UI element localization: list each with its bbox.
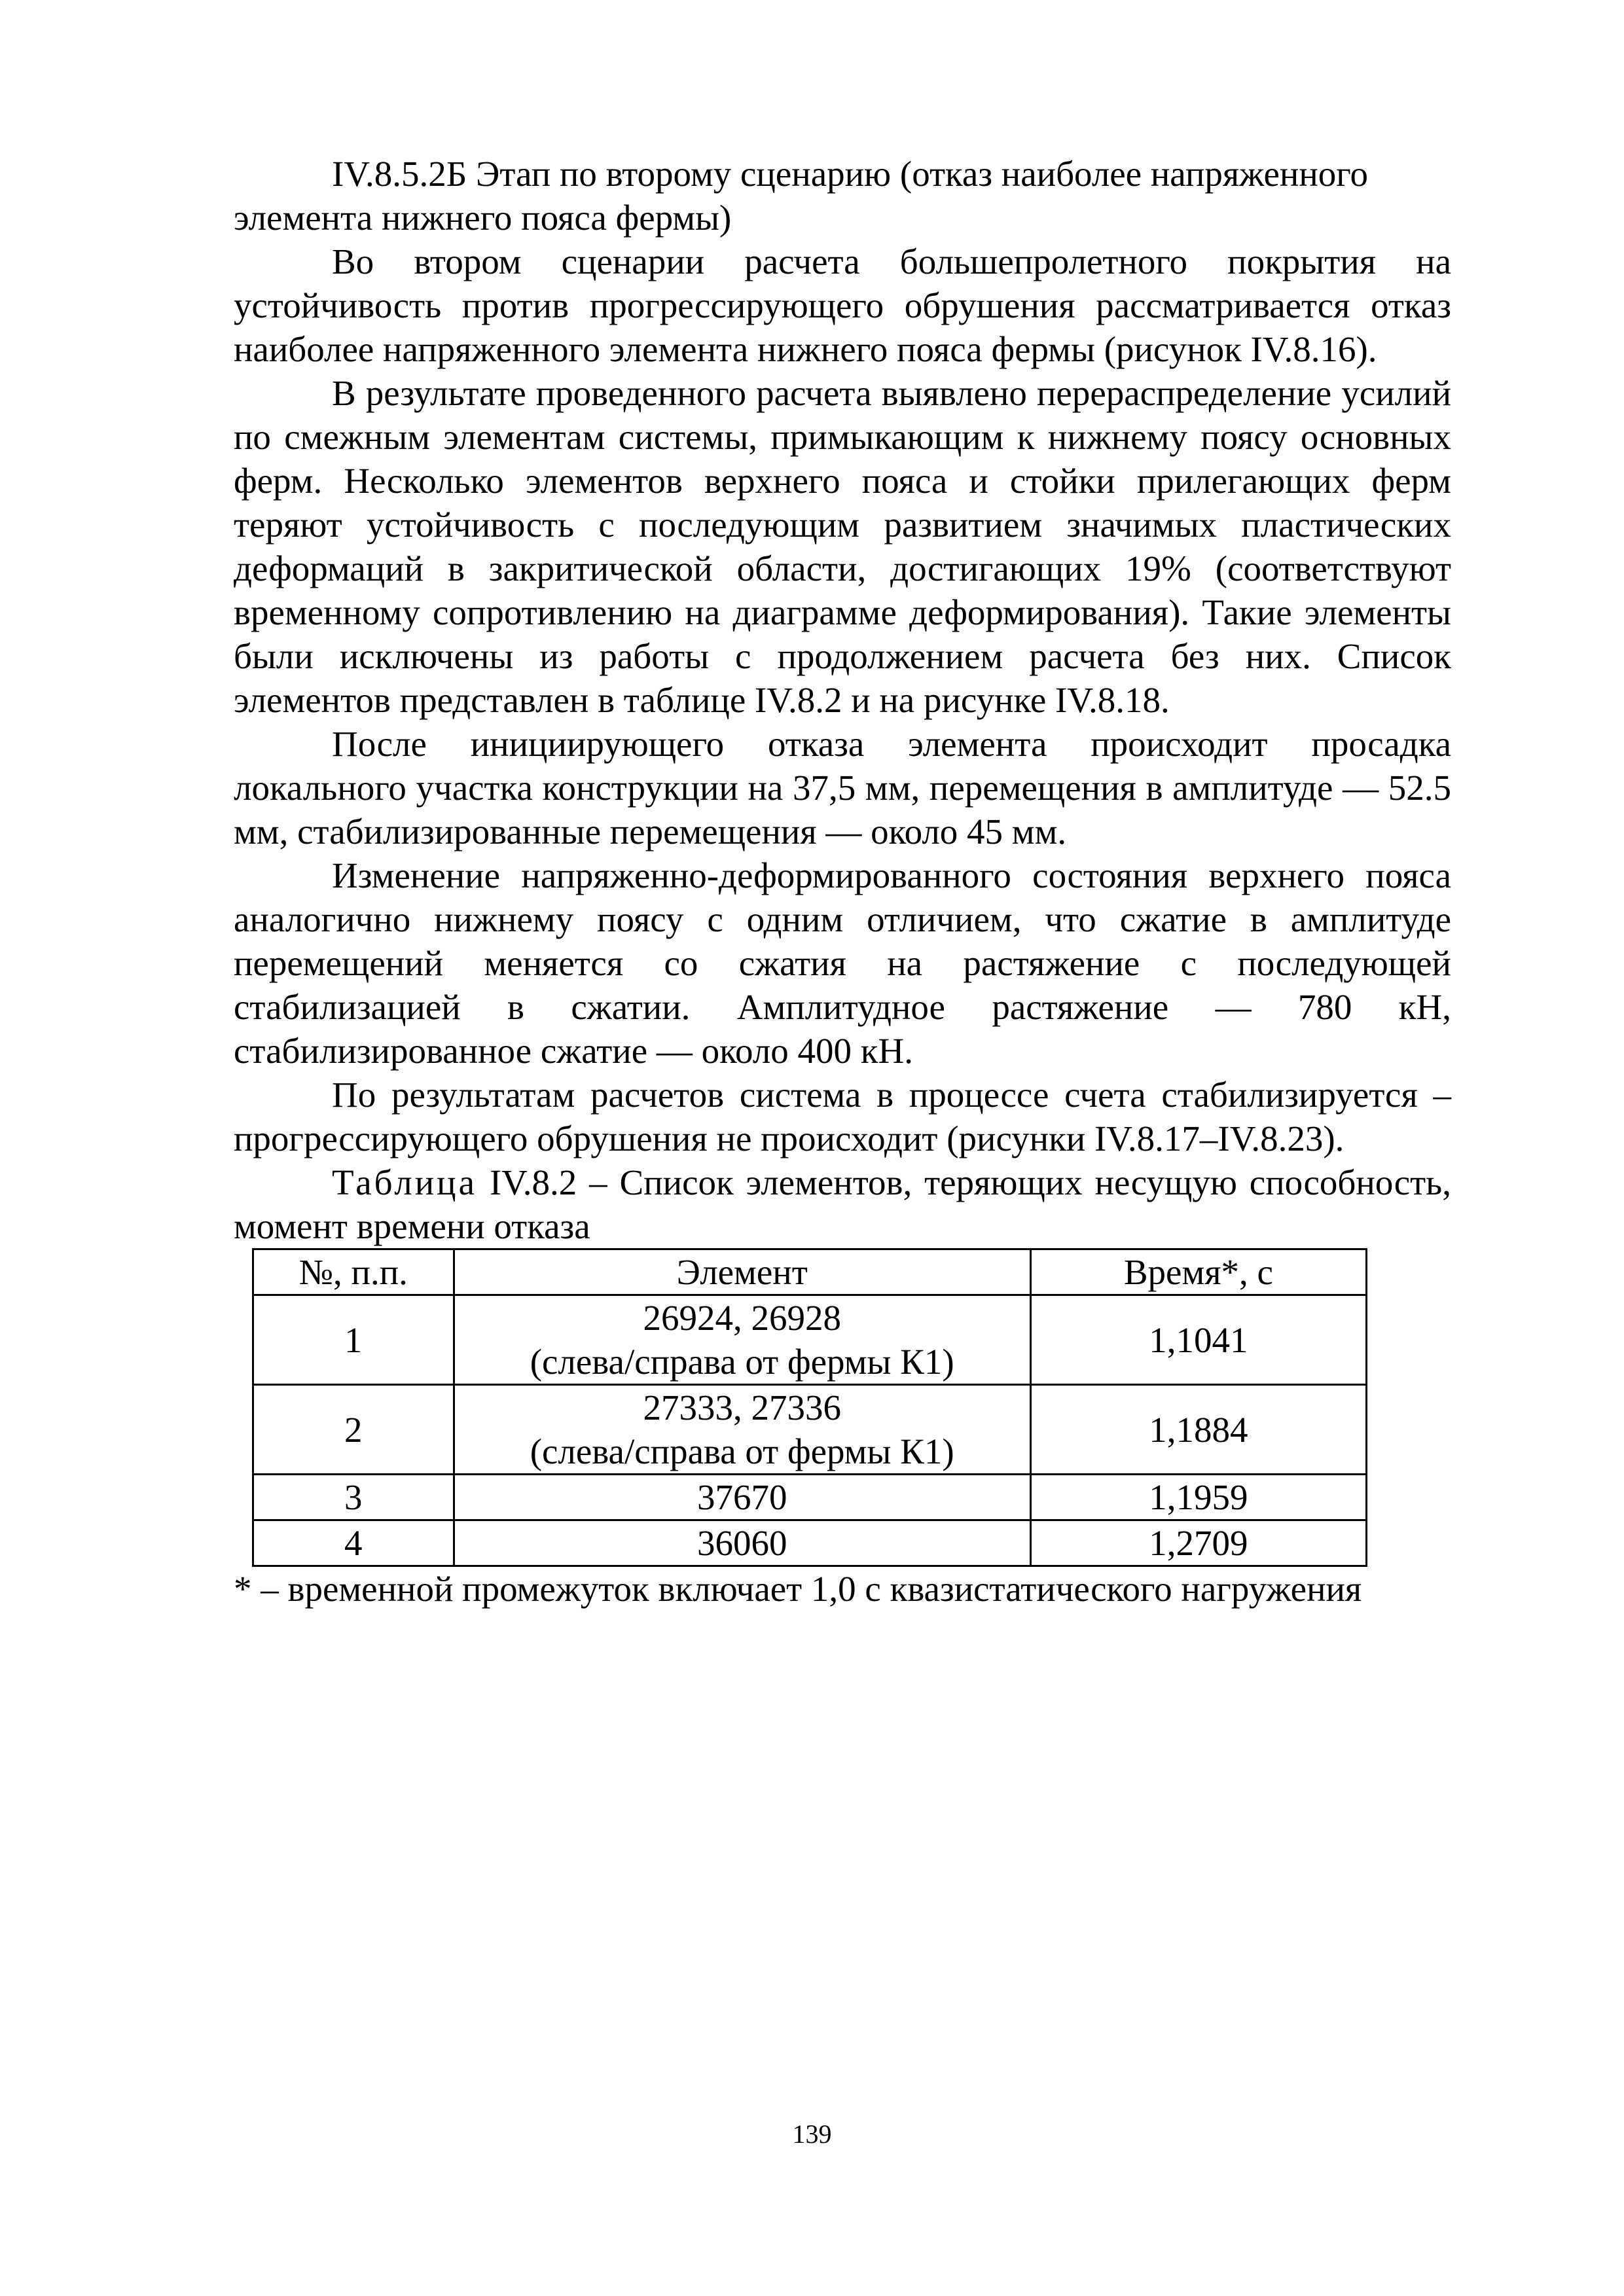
row-element: 36060 bbox=[454, 1520, 1030, 1566]
paragraph-5: По результатам расчетов система в процессе счета стабилизируется – прогрессирующего обрушения не происходит (рисунки IV.8.17–IV.8.23). bbox=[234, 1075, 1451, 1158]
row-number: 2 bbox=[253, 1385, 454, 1475]
header-element: Элемент bbox=[454, 1249, 1030, 1295]
table-row bbox=[253, 1520, 1367, 1566]
row-time: 1,1041 bbox=[1030, 1295, 1366, 1385]
element-note: (слева/справа от фермы К1) bbox=[530, 1342, 954, 1382]
row-element bbox=[454, 1385, 1030, 1475]
header-number: №, п.п. bbox=[253, 1249, 454, 1295]
paragraph-3: После инициирующего отказа элемента происходит просадка локального участка конструкции на 37,5 мм, перемещения в амплитуде — 52.5 мм, стабилизированные перемещения — около 45 мм. bbox=[234, 724, 1451, 852]
element-ids: 26924, 26928 bbox=[643, 1298, 841, 1338]
page-number: 139 bbox=[792, 2119, 832, 2149]
row-element bbox=[454, 1295, 1030, 1385]
row-element: 37670 bbox=[454, 1475, 1030, 1520]
row-time: 1,1884 bbox=[1030, 1385, 1366, 1475]
table-caption-label: Таблица bbox=[332, 1162, 477, 1202]
table-row bbox=[253, 1295, 1367, 1385]
paragraph-2: В результате проведенного расчета выявлено перераспределение усилий по смежным элементам системы, примыкающим к нижнему поясу основных ферм. Несколько элементов верхнего пояса и стойки прилегающих ферм теряют устойчивость с последующим развитием значимых пластических деформаций в закритической области, достигающих 19% (соответствуют временному сопротивлению на диаграмме деформирования). Такие элементы были исключены из работы с продолжением расчета без них. Список элементов представлен в таблице IV.8.2 и на рисунке IV.8.18. bbox=[234, 373, 1451, 720]
element-note: (слева/справа от фермы К1) bbox=[530, 1431, 954, 1471]
section-heading: IV.8.5.2Б Этап по второму сценарию (отказ наиболее напряженного элемента нижнего пояса фермы) bbox=[234, 154, 1368, 238]
paragraph-1: Во втором сценарии расчета большепролетного покрытия на устойчивость против прогрессирующего обрушения рассматривается отказ наиболее напряженного элемента нижнего пояса фермы (рисунок IV.8.16). bbox=[234, 242, 1451, 369]
row-time: 1,2709 bbox=[1030, 1520, 1366, 1566]
element-ids: 27333, 27336 bbox=[643, 1388, 841, 1427]
table-row bbox=[253, 1385, 1367, 1475]
row-number: 3 bbox=[253, 1475, 454, 1520]
row-time: 1,1959 bbox=[1030, 1475, 1366, 1520]
row-number: 1 bbox=[253, 1295, 454, 1385]
header-time: Время*, с bbox=[1030, 1249, 1366, 1295]
table-row bbox=[253, 1475, 1367, 1520]
table-caption bbox=[234, 1160, 1451, 1248]
row-number: 4 bbox=[253, 1520, 454, 1566]
failed-elements-table bbox=[252, 1248, 1367, 1567]
table-caption-text: IV.8.2 – Список элементов, теряющих несущую способность, момент времени отказа bbox=[234, 1162, 1451, 1246]
page-content bbox=[234, 152, 1451, 1611]
table-header-row bbox=[253, 1249, 1367, 1295]
paragraph-4: Изменение напряженно-деформированного состояния верхнего пояса аналогично нижнему поясу с одним отличием, что сжатие в амплитуде перемещений меняется со сжатия на растяжение с последующей стабилизацией в сжатии. Амплитудное растяжение — 780 кН, стабилизированное сжатие — около 400 кН. bbox=[234, 855, 1451, 1071]
table-footnote: * – временной промежуток включает 1,0 с квазистатического нагружения bbox=[234, 1569, 1362, 1609]
